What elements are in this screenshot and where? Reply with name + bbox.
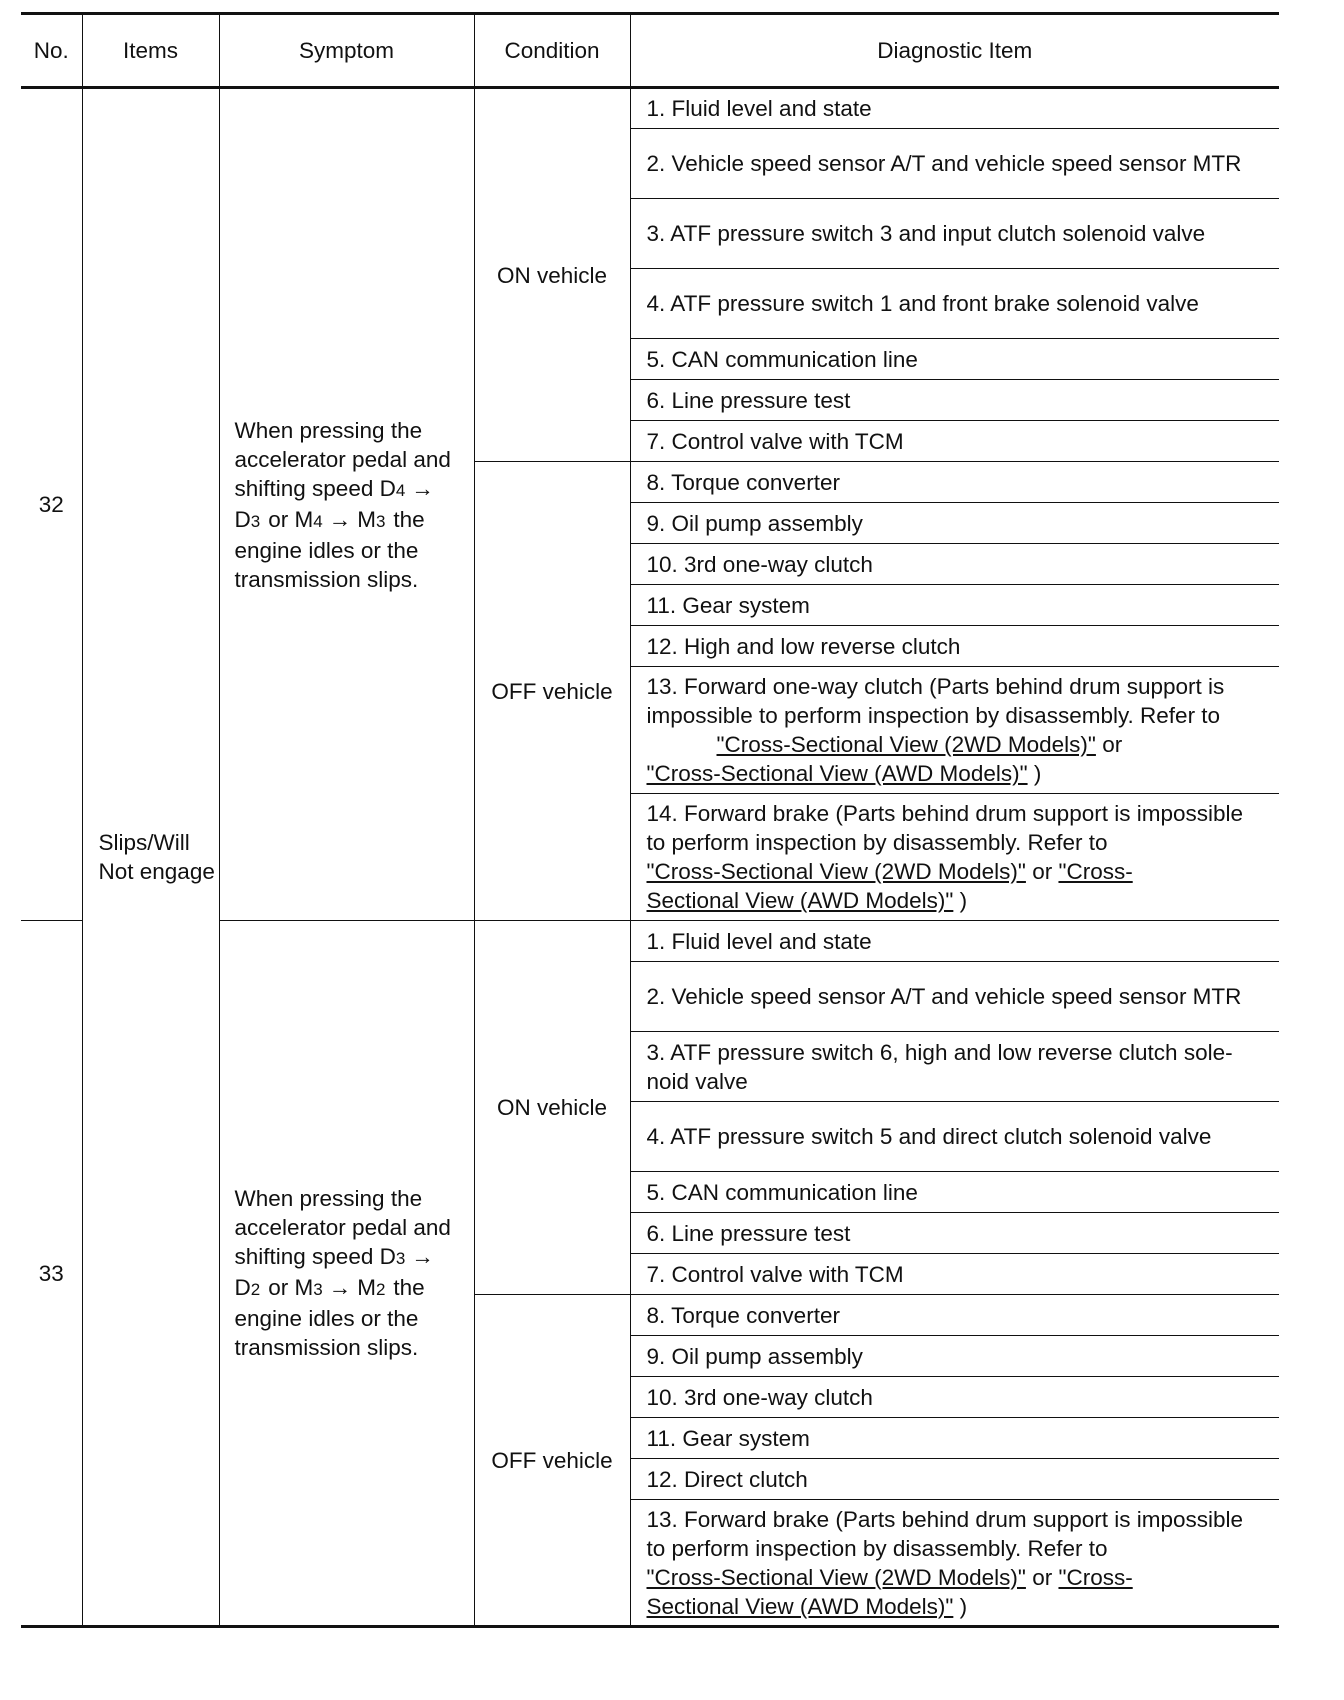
- header-condition: Condition: [474, 14, 630, 88]
- diagnostic-item: 3. ATF pressure switch 3 and input clutch solenoid valve: [630, 199, 1279, 269]
- cross-section-2wd-link[interactable]: "Cross-Sectional View (2WD Models)": [716, 732, 1096, 757]
- symptom-cell: When pressing the accelerator pedal and shifting speed D3 → D2 or M3 → M2 the engine idles or the transmission slips.: [219, 921, 474, 1627]
- header-diagnostic-item: Diagnostic Item: [630, 14, 1279, 88]
- diagnostic-item: 12. Direct clutch: [630, 1459, 1279, 1500]
- header-symptom: Symptom: [219, 14, 474, 88]
- diagnostic-table: [21, 12, 1279, 1628]
- arrow-icon: →: [411, 475, 434, 501]
- cross-section-awd-link[interactable]: "Cross-: [1058, 1564, 1133, 1590]
- arrow-icon: →: [328, 506, 352, 532]
- diagnostic-item: 2. Vehicle speed sensor A/T and vehicle speed sensor MTR: [630, 129, 1279, 199]
- cross-section-awd-link[interactable]: Sectional View (AWD Models)": [646, 888, 954, 913]
- diagnostic-item: 11. Gear system: [630, 1418, 1279, 1459]
- diagnostic-item: 6. Line pressure test: [630, 1213, 1279, 1254]
- symptom-cell: When pressing the accelerator pedal and shifting speed D4 → D3 or M4 → M3 the engine idles or the transmission slips.: [219, 88, 474, 921]
- diagnostic-item: 6. Line pressure test: [630, 380, 1279, 421]
- cross-section-2wd-link[interactable]: "Cross-Sectional View (2WD Models)": [646, 859, 1026, 884]
- diagnostic-item: 13. Forward brake (Parts behind drum support is impossible to perform inspection by disassembly. Refer to "Cross-Sectional View (2WD Models)" or "Cross- Sectional View (AWD Models)" ): [630, 1500, 1279, 1627]
- diagnostic-item: 13. Forward one-way clutch (Parts behind drum support is impossible to perform inspection by disassembly. Refer to "Cross-Sectional View (2WD Models)" or "Cross-Sectional View (AWD Models)" ): [630, 667, 1279, 794]
- diagnostic-item: 8. Torque converter: [630, 1295, 1279, 1336]
- items-cell: Slips/Will Not engage: [82, 88, 219, 1627]
- cross-section-2wd-link[interactable]: "Cross-Sectional View (2WD Models)": [646, 1564, 1026, 1590]
- condition-on-vehicle: ON vehicle: [474, 921, 630, 1295]
- diagnostic-item: 3. ATF pressure switch 6, high and low reverse clutch sole- noid valve: [630, 1032, 1279, 1102]
- row-number: 33: [21, 921, 82, 1627]
- condition-off-vehicle: OFF vehicle: [474, 1295, 630, 1627]
- cross-section-awd-link[interactable]: "Cross-Sectional View (AWD Models)": [646, 761, 1028, 786]
- diagnostic-item: 9. Oil pump assembly: [630, 503, 1279, 544]
- diagnostic-item: 12. High and low reverse clutch: [630, 626, 1279, 667]
- diagnostic-item: 7. Control valve with TCM: [630, 1254, 1279, 1295]
- diagnostic-item: 1. Fluid level and state: [630, 88, 1279, 129]
- diagnostic-item: 11. Gear system: [630, 585, 1279, 626]
- diagnostic-item: 14. Forward brake (Parts behind drum support is impossible to perform inspection by disassembly. Refer to "Cross-Sectional View (2WD Models)" or "Cross- Sectional View (AWD Models)" ): [630, 794, 1279, 921]
- header-items: Items: [82, 14, 219, 88]
- diagnostic-item: 5. CAN communication line: [630, 1172, 1279, 1213]
- diagnostic-item: 1. Fluid level and state: [630, 921, 1279, 962]
- header-no: No.: [21, 14, 82, 88]
- diagnostic-item: 2. Vehicle speed sensor A/T and vehicle speed sensor MTR: [630, 962, 1279, 1032]
- diagnostic-item: 7. Control valve with TCM: [630, 421, 1279, 462]
- diagnostic-item: 5. CAN communication line: [630, 339, 1279, 380]
- diagnostic-item: 8. Torque converter: [630, 462, 1279, 503]
- diagnostic-item: 4. ATF pressure switch 5 and direct clutch solenoid valve: [630, 1102, 1279, 1172]
- condition-on-vehicle: ON vehicle: [474, 88, 630, 462]
- table-header-row: [21, 14, 1279, 88]
- diagnostic-item: 10. 3rd one-way clutch: [630, 544, 1279, 585]
- arrow-icon: →: [328, 1275, 352, 1300]
- diagnostic-item: 4. ATF pressure switch 1 and front brake solenoid valve: [630, 269, 1279, 339]
- diagnostic-item: 9. Oil pump assembly: [630, 1336, 1279, 1377]
- row-number: 32: [21, 88, 82, 921]
- cross-section-awd-link[interactable]: "Cross-: [1058, 859, 1133, 884]
- diagnostic-item: 10. 3rd one-way clutch: [630, 1377, 1279, 1418]
- condition-off-vehicle: OFF vehicle: [474, 462, 630, 921]
- cross-section-awd-link[interactable]: Sectional View (AWD Models)": [646, 1593, 954, 1619]
- arrow-icon: →: [411, 1244, 434, 1269]
- table-row: [21, 88, 1279, 129]
